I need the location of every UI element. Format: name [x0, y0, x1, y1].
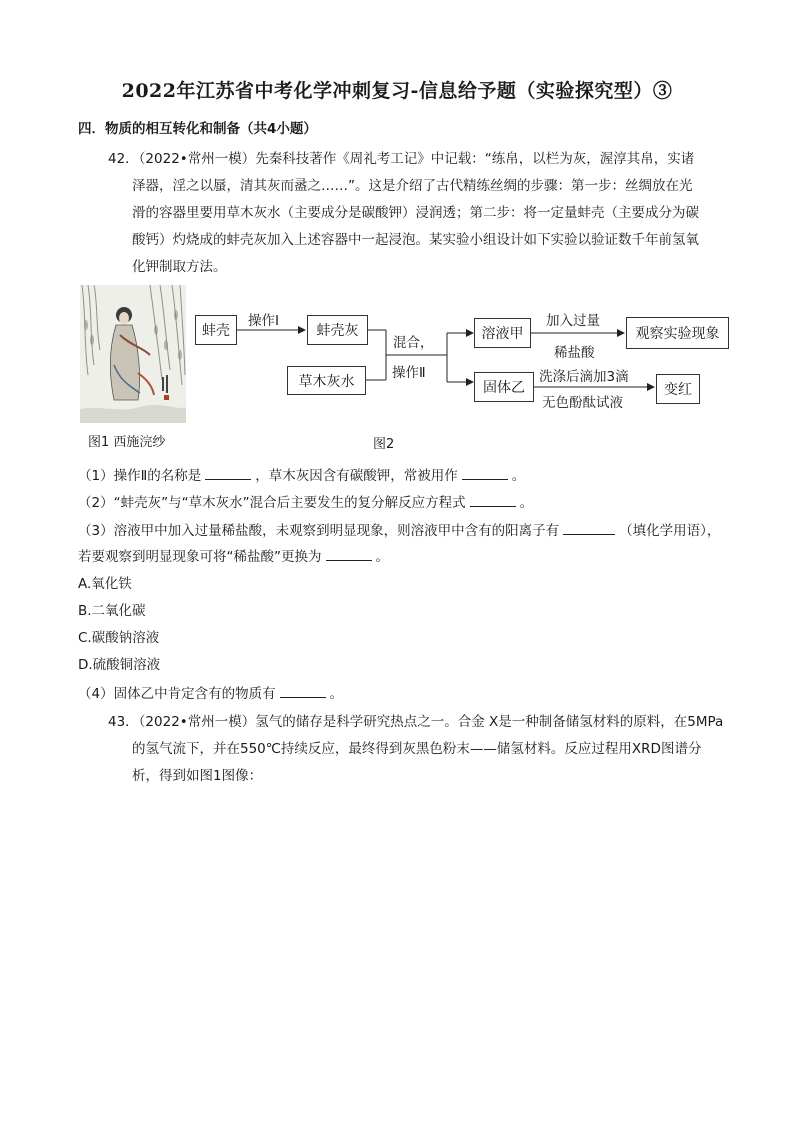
- q42-sub-2: [78, 491, 533, 511]
- q42-line-1: 42．（2022•常州一模）先秦科技著作《周礼考工记》中记载：“练帛，以栏为灰，渥淳其帛，实诸: [108, 151, 695, 167]
- q42-sub-4-text-a: （4）固体乙中肯定含有的物质有: [78, 686, 276, 702]
- answer-blank[interactable]: [326, 548, 372, 561]
- page-title: 2022年江苏省中考化学冲刺复习-信息给予题（实验探究型）③: [121, 80, 673, 102]
- box-shell: 蚌壳: [195, 315, 237, 345]
- q42-line-3: 滑的容器里要用草木灰水（主要成分是碳酸钾）浸润透；第二步：将一定量蚌壳（主要成分为碳: [132, 205, 699, 221]
- box-observe: 观察实验现象: [626, 317, 729, 349]
- label-mix: 混合，: [393, 335, 434, 351]
- option-b: B.二氧化碳: [78, 603, 146, 619]
- q43-line-1: 43．（2022•常州一模）氢气的储存是科学研究热点之一。合金 X是一种制备储氢材料的原料，在5MPa: [108, 714, 724, 730]
- q42-sub-1-text-a: （1）操作Ⅱ的名称是: [78, 468, 202, 484]
- label-operation-1: 操作Ⅰ: [248, 313, 279, 329]
- q42-line-4: 酸钙）灼烧成的蚌壳灰加入上述容器中一起浸泡。某实验小组设计如下实验以验证数千年前氢氧: [132, 232, 699, 248]
- q42-sub-3-text-d: 。: [375, 549, 389, 565]
- q43-line-3: 析，得到如图1图像：: [132, 768, 263, 784]
- box-solution-a: 溶液甲: [474, 318, 531, 348]
- caption-figure-2: 图2: [373, 437, 395, 452]
- option-d: D.硫酸铜溶液: [78, 657, 161, 673]
- caption-figure-1: 图1 西施浣纱: [88, 435, 166, 450]
- label-add-excess: 加入过量: [546, 313, 600, 329]
- q42-sub-2-text-b: 。: [519, 495, 534, 511]
- answer-blank[interactable]: [462, 467, 508, 480]
- q42-sub-1-text-c: 。: [511, 468, 526, 484]
- q42-sub-3-text-a: （3）溶液甲中加入过量稀盐酸，未观察到明显现象，则溶液甲中含有的阳离子有: [78, 523, 560, 539]
- q42-line-5: 化钾制取方法。: [132, 259, 227, 275]
- label-phenolphthalein: 无色酚酞试液: [542, 395, 623, 411]
- q42-sub-4-text-b: 。: [329, 686, 344, 702]
- label-dilute-hcl: 稀盐酸: [554, 345, 595, 361]
- q42-sub-1-text-b: ，草木灰因含有碳酸钾，常被用作: [255, 468, 458, 484]
- section-heading: 四．物质的相互转化和制备（共4小题）: [78, 121, 317, 137]
- box-solid-b: 固体乙: [474, 372, 534, 402]
- q42-sub-2-text-a: （2）“蚌壳灰”与“草木灰水”混合后主要发生的复分解反应方程式: [78, 495, 466, 511]
- label-wash: 洗涤后滴加3滴: [539, 369, 629, 385]
- q43-line-2: 的氢气流下，并在550℃持续反应，最终得到灰黑色粉末——储氢材料。反应过程用XRD图谱分: [132, 741, 702, 757]
- option-a: A.氧化铁: [78, 576, 132, 592]
- q42-sub-1: [78, 464, 525, 484]
- box-shell-ash: 蚌壳灰: [307, 315, 368, 345]
- option-c: C.碳酸钠溶液: [78, 630, 160, 646]
- label-operation-2: 操作Ⅱ: [392, 365, 426, 381]
- answer-blank[interactable]: [563, 522, 615, 535]
- q42-sub-3-text-b: （填化学用语），: [619, 523, 721, 539]
- box-turns-red: 变红: [656, 374, 700, 404]
- q42-sub-4: [78, 682, 343, 702]
- q42-sub-3a: [78, 519, 720, 539]
- answer-blank[interactable]: [205, 467, 251, 480]
- answer-blank[interactable]: [470, 494, 516, 507]
- q42-sub-3-text-c: 若要观察到明显现象可将“稀盐酸”更换为: [78, 549, 322, 565]
- q42-line-2: 泽器，淫之以蜃，清其灰而盝之……”。这是介绍了古代精练丝绸的步骤：第一步：丝绸放在光: [132, 178, 693, 194]
- q42-sub-3b: [78, 545, 389, 565]
- answer-blank[interactable]: [280, 685, 326, 698]
- box-plant-ash-water: 草木灰水: [287, 366, 366, 395]
